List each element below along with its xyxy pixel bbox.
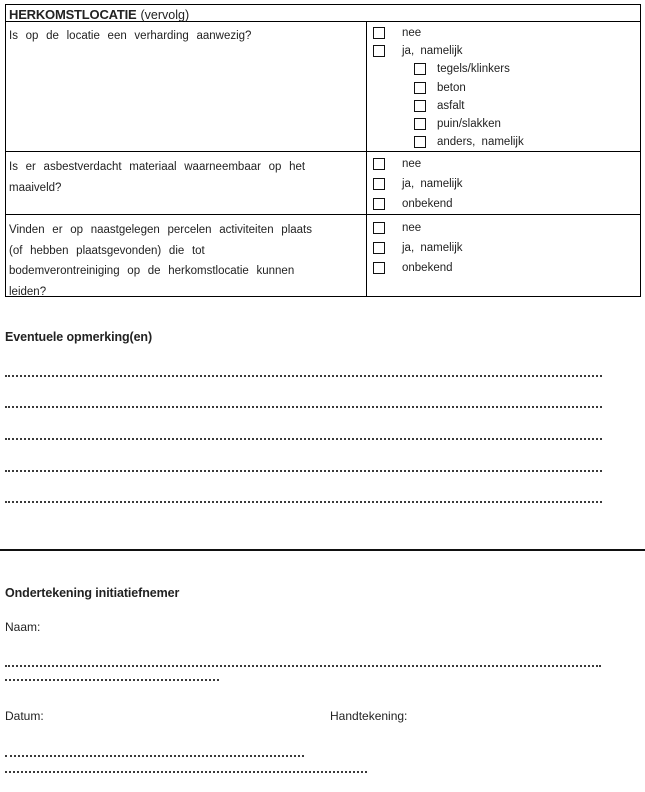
checkbox-asbest-nee[interactable] <box>373 158 385 170</box>
comment-line-1 <box>5 375 602 377</box>
signature-heading: Ondertekening initiatiefnemer <box>5 586 180 600</box>
answer-cell-percelen <box>367 215 640 296</box>
option-row <box>367 133 640 151</box>
option-label: ja, namelijk <box>402 45 463 58</box>
comment-line-5 <box>5 501 602 503</box>
checkbox-asbest-onbekend[interactable] <box>373 198 385 210</box>
comment-line-4 <box>5 470 602 472</box>
table-title: HERKOMSTLOCATIE <box>9 7 137 22</box>
question-text: Is op de locatie een verharding aanwezig? <box>9 30 252 42</box>
checkbox-verharding-anders[interactable] <box>414 136 426 148</box>
table-row-verharding <box>6 22 640 152</box>
table-row-asbest <box>6 152 640 215</box>
option-row <box>367 174 640 194</box>
option-row <box>367 218 640 238</box>
option-label: puin/slakken <box>437 118 501 131</box>
checkbox-verharding-asfalt[interactable] <box>414 100 426 112</box>
date-line-1 <box>5 755 304 757</box>
checkbox-asbest-ja[interactable] <box>373 178 385 190</box>
option-row <box>367 238 640 258</box>
option-row <box>367 194 640 214</box>
name-line-1 <box>5 665 601 667</box>
option-label: nee <box>402 158 422 170</box>
option-label: beton <box>437 81 466 94</box>
answer-cell-verharding <box>367 22 640 151</box>
table-row-percelen <box>6 215 640 296</box>
question-text: leiden? <box>9 285 47 298</box>
option-label: onbekend <box>402 262 453 274</box>
option-label: tegels/klinkers <box>437 63 510 76</box>
option-row <box>367 60 640 78</box>
answer-cell-asbest <box>367 152 640 214</box>
option-row <box>367 42 640 60</box>
signature-label: Handtekening: <box>330 709 408 723</box>
option-label: onbekend <box>402 198 453 210</box>
option-label: ja, namelijk <box>402 178 463 190</box>
section-divider <box>0 549 645 551</box>
option-label: asfalt <box>437 99 465 112</box>
option-label: nee <box>402 222 422 234</box>
date-line-2 <box>5 771 367 773</box>
question-cell-percelen <box>6 215 367 296</box>
question-text: maaiveld? <box>9 181 62 194</box>
option-label: ja, namelijk <box>402 242 463 254</box>
checkbox-verharding-puin-slakken[interactable] <box>414 118 426 130</box>
option-row <box>367 115 640 133</box>
herkomstlocatie-table <box>5 4 641 297</box>
comment-line-3 <box>5 438 602 440</box>
checkbox-percelen-ja[interactable] <box>373 242 385 254</box>
option-row <box>367 79 640 97</box>
question-text: (of hebben plaatsgevonden) die tot <box>9 244 205 257</box>
question-text: bodemverontreiniging op de herkomstlocatie kunnen <box>9 265 295 277</box>
checkbox-verharding-ja[interactable] <box>373 45 385 57</box>
question-cell-asbest <box>6 152 367 214</box>
option-row <box>367 24 640 42</box>
option-row <box>367 154 640 174</box>
table-title-suffix: (vervolg) <box>140 8 190 22</box>
checkbox-percelen-onbekend[interactable] <box>373 262 385 274</box>
table-header <box>6 5 640 22</box>
option-label: anders, namelijk <box>437 136 524 149</box>
option-row <box>367 97 640 115</box>
comments-heading: Eventuele opmerking(en) <box>5 330 153 344</box>
checkbox-verharding-nee[interactable] <box>373 27 385 39</box>
name-label: Naam: <box>5 620 41 634</box>
question-cell-verharding <box>6 22 367 151</box>
question-text: Vinden er op naastgelegen percelen activiteiten plaats <box>9 224 312 236</box>
option-label: nee <box>402 27 422 40</box>
date-label: Datum: <box>5 709 44 723</box>
name-line-2 <box>5 679 219 681</box>
checkbox-verharding-beton[interactable] <box>414 82 426 94</box>
checkbox-verharding-tegels-klinkers[interactable] <box>414 63 426 75</box>
comment-line-2 <box>5 406 602 408</box>
checkbox-percelen-nee[interactable] <box>373 222 385 234</box>
question-text: Is er asbestverdacht materiaal waarneembaar op het <box>9 161 306 173</box>
option-row <box>367 258 640 278</box>
